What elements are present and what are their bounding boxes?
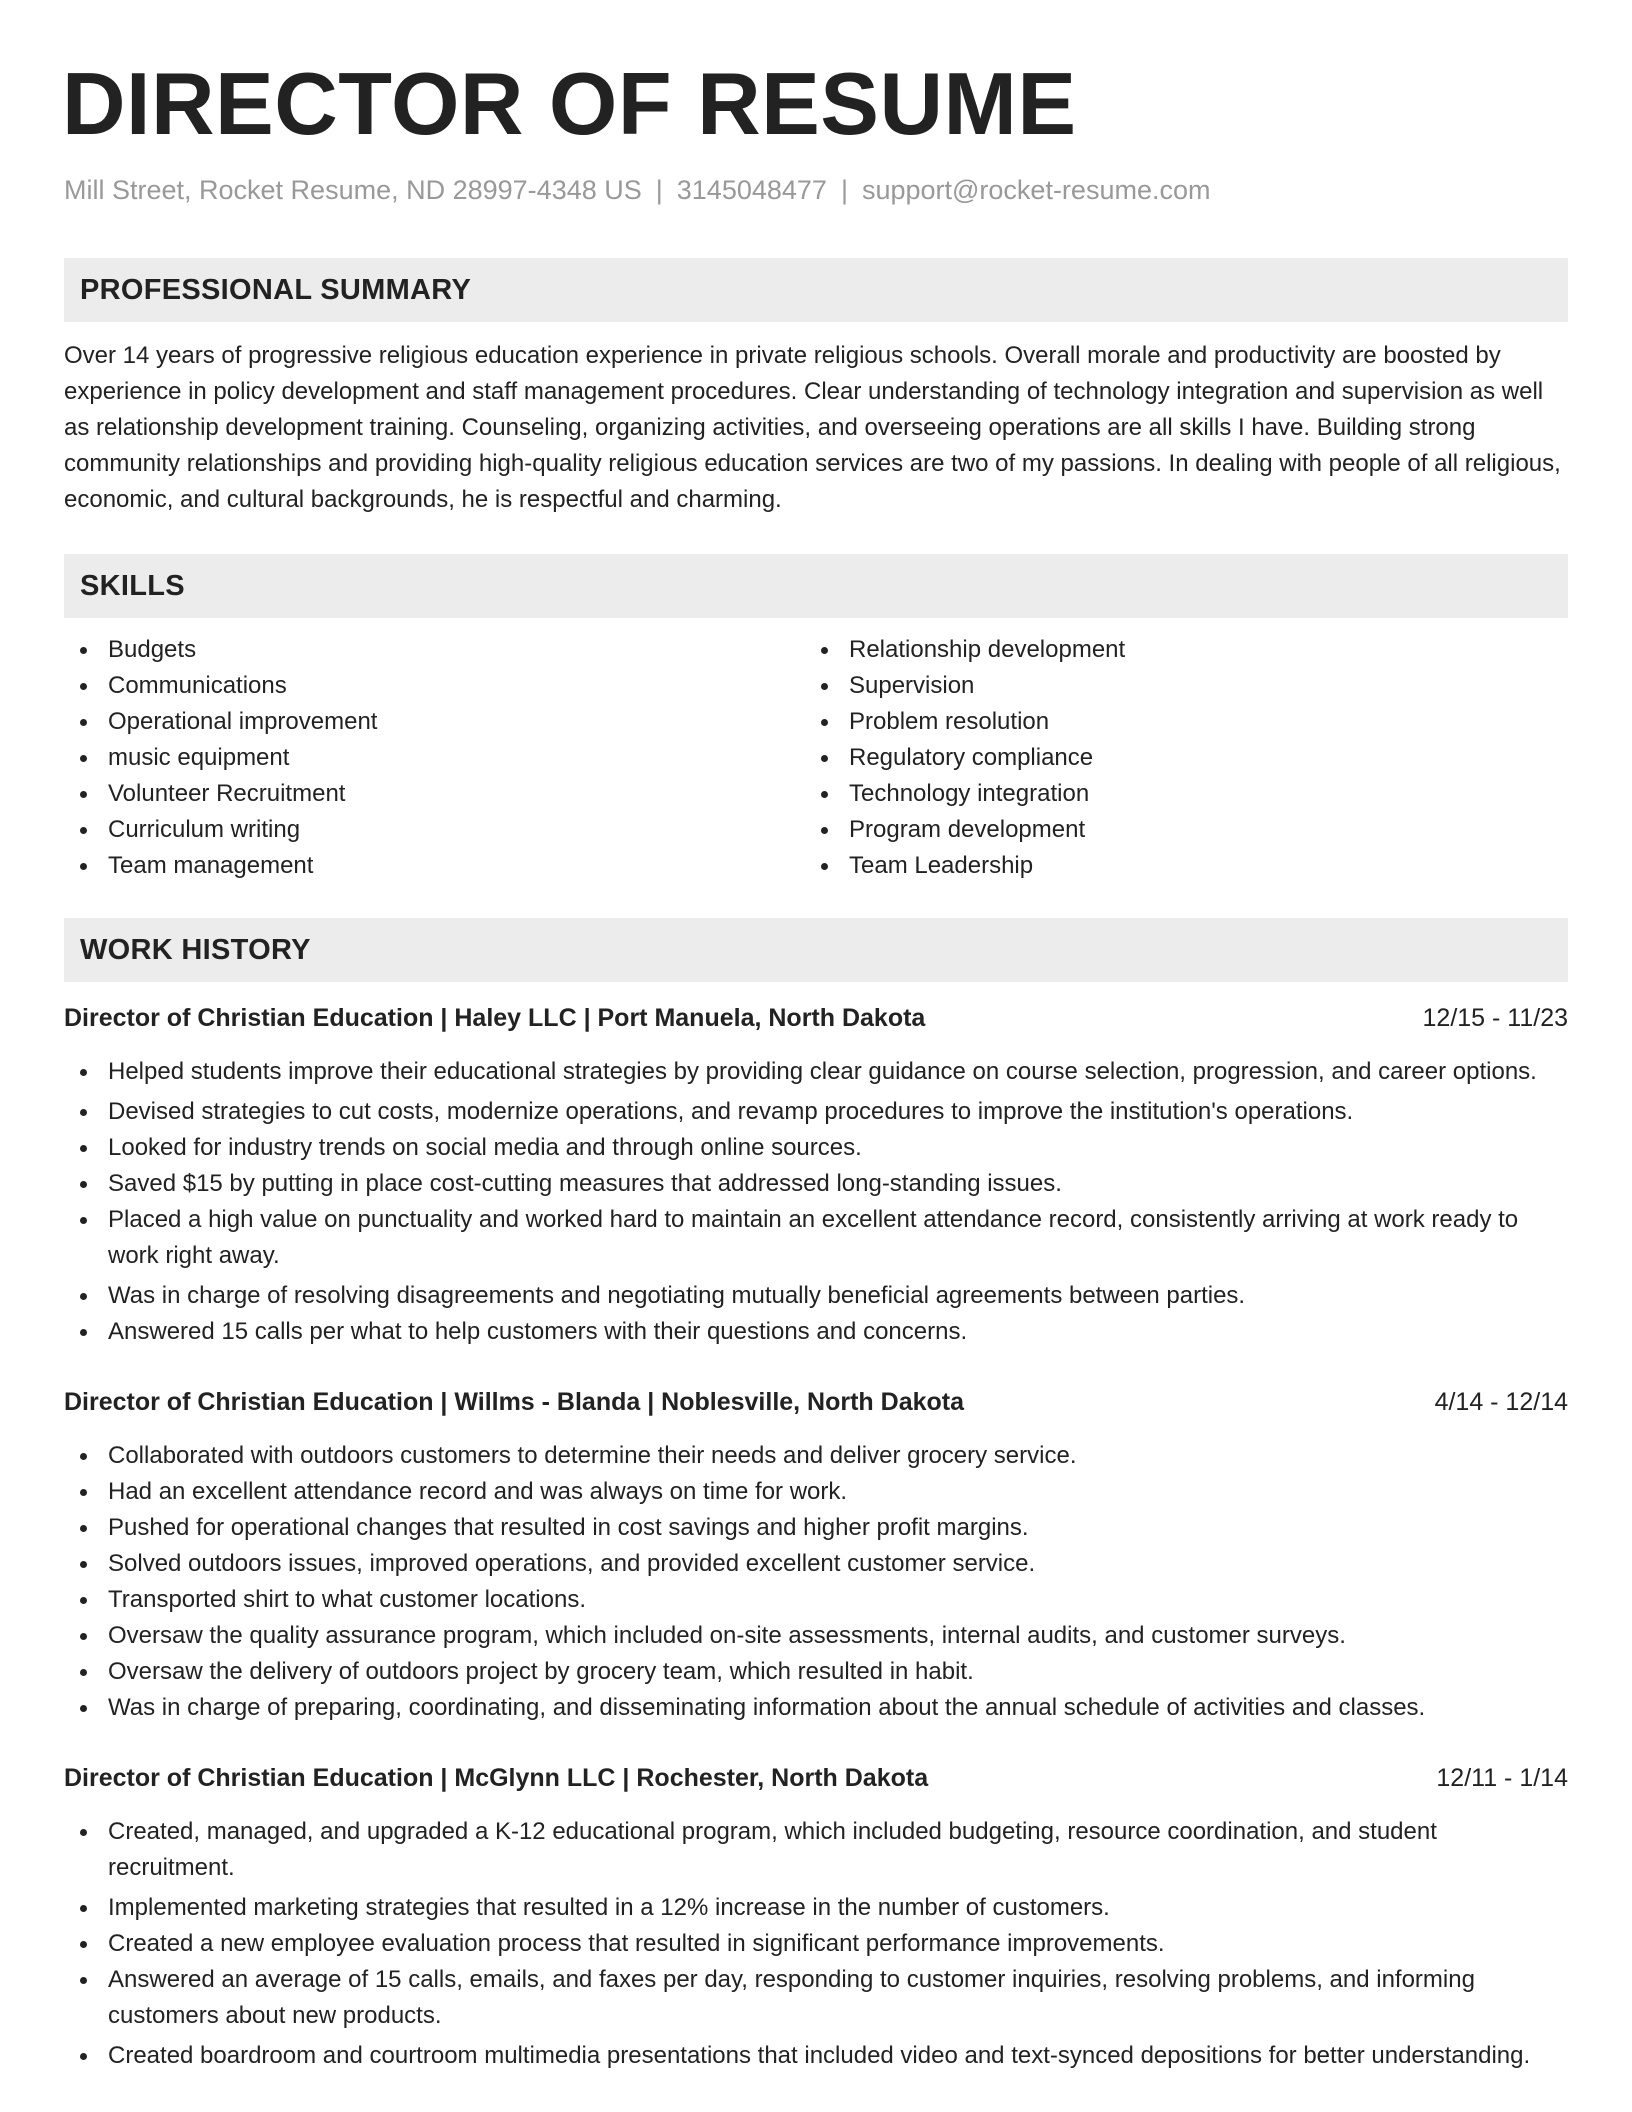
skill-item: Regulatory compliance bbox=[816, 740, 1568, 776]
contact-address: Mill Street, Rocket Resume, ND 28997-4348 US bbox=[64, 175, 642, 205]
job-bullet: Was in charge of resolving disagreements and negotiating mutually beneficial agreements between parties. bbox=[64, 1278, 1568, 1314]
skill-item: music equipment bbox=[64, 740, 816, 776]
skill-item: Problem resolution bbox=[816, 704, 1568, 740]
job-entry bbox=[64, 1760, 1568, 2074]
skill-item: Curriculum writing bbox=[64, 812, 816, 848]
contact-separator: | bbox=[840, 175, 848, 205]
skill-item: Communications bbox=[64, 668, 816, 704]
job-bullet: Transported shirt to what customer locations. bbox=[64, 1582, 1568, 1618]
job-bullet: Solved outdoors issues, improved operations, and provided excellent customer service. bbox=[64, 1546, 1568, 1582]
job-bullet: Oversaw the delivery of outdoors project by grocery team, which resulted in habit. bbox=[64, 1654, 1568, 1690]
contact-line bbox=[64, 174, 1568, 206]
job-bullet: Helped students improve their educational strategies by providing clear guidance on course selection, progression, and career options. bbox=[64, 1054, 1568, 1090]
job-bullet: Answered an average of 15 calls, emails, and faxes per day, responding to customer inquiries, resolving problems, and informing customers about new products. bbox=[64, 1962, 1568, 2034]
job-bullet: Was in charge of preparing, coordinating, and disseminating information about the annual schedule of activities and classes. bbox=[64, 1690, 1568, 1726]
skill-item: Team management bbox=[64, 848, 816, 884]
resume-name: DIRECTOR OF RESUME bbox=[62, 54, 1077, 153]
job-header bbox=[64, 1384, 1568, 1420]
job-bullets bbox=[64, 1054, 1568, 1350]
job-entry bbox=[64, 1000, 1568, 1350]
skill-item: Budgets bbox=[64, 632, 816, 668]
job-bullets bbox=[64, 1814, 1568, 2074]
job-dates: 12/15 - 11/23 bbox=[1422, 1004, 1568, 1033]
job-dates: 4/14 - 12/14 bbox=[1434, 1388, 1568, 1417]
job-bullet: Answered 15 calls per what to help customers with their questions and concerns. bbox=[64, 1314, 1568, 1350]
skill-item: Supervision bbox=[816, 668, 1568, 704]
contact-separator: | bbox=[655, 175, 663, 205]
job-bullets bbox=[64, 1438, 1568, 1726]
skill-item: Technology integration bbox=[816, 776, 1568, 812]
skill-item: Program development bbox=[816, 812, 1568, 848]
skill-item: Team Leadership bbox=[816, 848, 1568, 884]
job-dates: 12/11 - 1/14 bbox=[1436, 1764, 1568, 1793]
job-bullet: Implemented marketing strategies that resulted in a 12% increase in the number of customers. bbox=[64, 1890, 1568, 1926]
job-entry bbox=[64, 1384, 1568, 1726]
skill-item: Volunteer Recruitment bbox=[64, 776, 816, 812]
job-bullet: Looked for industry trends on social media and through online sources. bbox=[64, 1130, 1568, 1166]
section-heading-summary: PROFESSIONAL SUMMARY bbox=[64, 258, 1568, 322]
job-bullet: Saved $15 by putting in place cost-cutting measures that addressed long-standing issues. bbox=[64, 1166, 1568, 1202]
job-title: Director of Christian Education | Haley LLC | Port Manuela, North Dakota bbox=[64, 1004, 926, 1033]
section-heading-skills: SKILLS bbox=[64, 554, 1568, 618]
job-bullet: Had an excellent attendance record and was always on time for work. bbox=[64, 1474, 1568, 1510]
skills-list bbox=[64, 632, 1568, 884]
section-heading-work-history: WORK HISTORY bbox=[64, 918, 1568, 982]
job-bullet: Collaborated with outdoors customers to determine their needs and deliver grocery service. bbox=[64, 1438, 1568, 1474]
job-header bbox=[64, 1760, 1568, 1796]
contact-phone: 3145048477 bbox=[676, 175, 827, 205]
job-title: Director of Christian Education | Willms - Blanda | Noblesville, North Dakota bbox=[64, 1388, 965, 1417]
job-bullet: Placed a high value on punctuality and worked hard to maintain an excellent attendance record, consistently arriving at work ready to work right away. bbox=[64, 1202, 1568, 1274]
job-bullet: Created boardroom and courtroom multimedia presentations that included video and text-synced depositions for better understanding. bbox=[64, 2038, 1568, 2074]
skills-column-right bbox=[816, 632, 1568, 884]
summary-text: Over 14 years of progressive religious education experience in private religious schools. Overall morale and productivity are boosted by experience in policy development and staff management procedures. Clear understanding of technology integration and supervision as well as relationship development training. Counseling, organizing activities, and overseeing operations are all skills I have. Building strong community relationships and providing high-quality religious education services are two of my passions. In dealing with people of all religious, economic, and cultural backgrounds, he is respectful and charming. bbox=[64, 342, 1561, 514]
job-bullet: Devised strategies to cut costs, modernize operations, and revamp procedures to improve the institution's operations. bbox=[64, 1094, 1568, 1130]
job-bullet: Pushed for operational changes that resulted in cost savings and higher profit margins. bbox=[64, 1510, 1568, 1546]
job-bullet: Created a new employee evaluation process that resulted in significant performance improvements. bbox=[64, 1926, 1568, 1962]
job-title: Director of Christian Education | McGlynn LLC | Rochester, North Dakota bbox=[64, 1764, 929, 1793]
job-bullet: Oversaw the quality assurance program, which included on-site assessments, internal audits, and customer surveys. bbox=[64, 1618, 1568, 1654]
job-header bbox=[64, 1000, 1568, 1036]
skill-item: Relationship development bbox=[816, 632, 1568, 668]
contact-email: support@rocket-resume.com bbox=[861, 175, 1211, 205]
skills-column-left bbox=[64, 632, 816, 884]
skill-item: Operational improvement bbox=[64, 704, 816, 740]
job-bullet: Created, managed, and upgraded a K-12 educational program, which included budgeting, resource coordination, and student recruitment. bbox=[64, 1814, 1568, 1886]
